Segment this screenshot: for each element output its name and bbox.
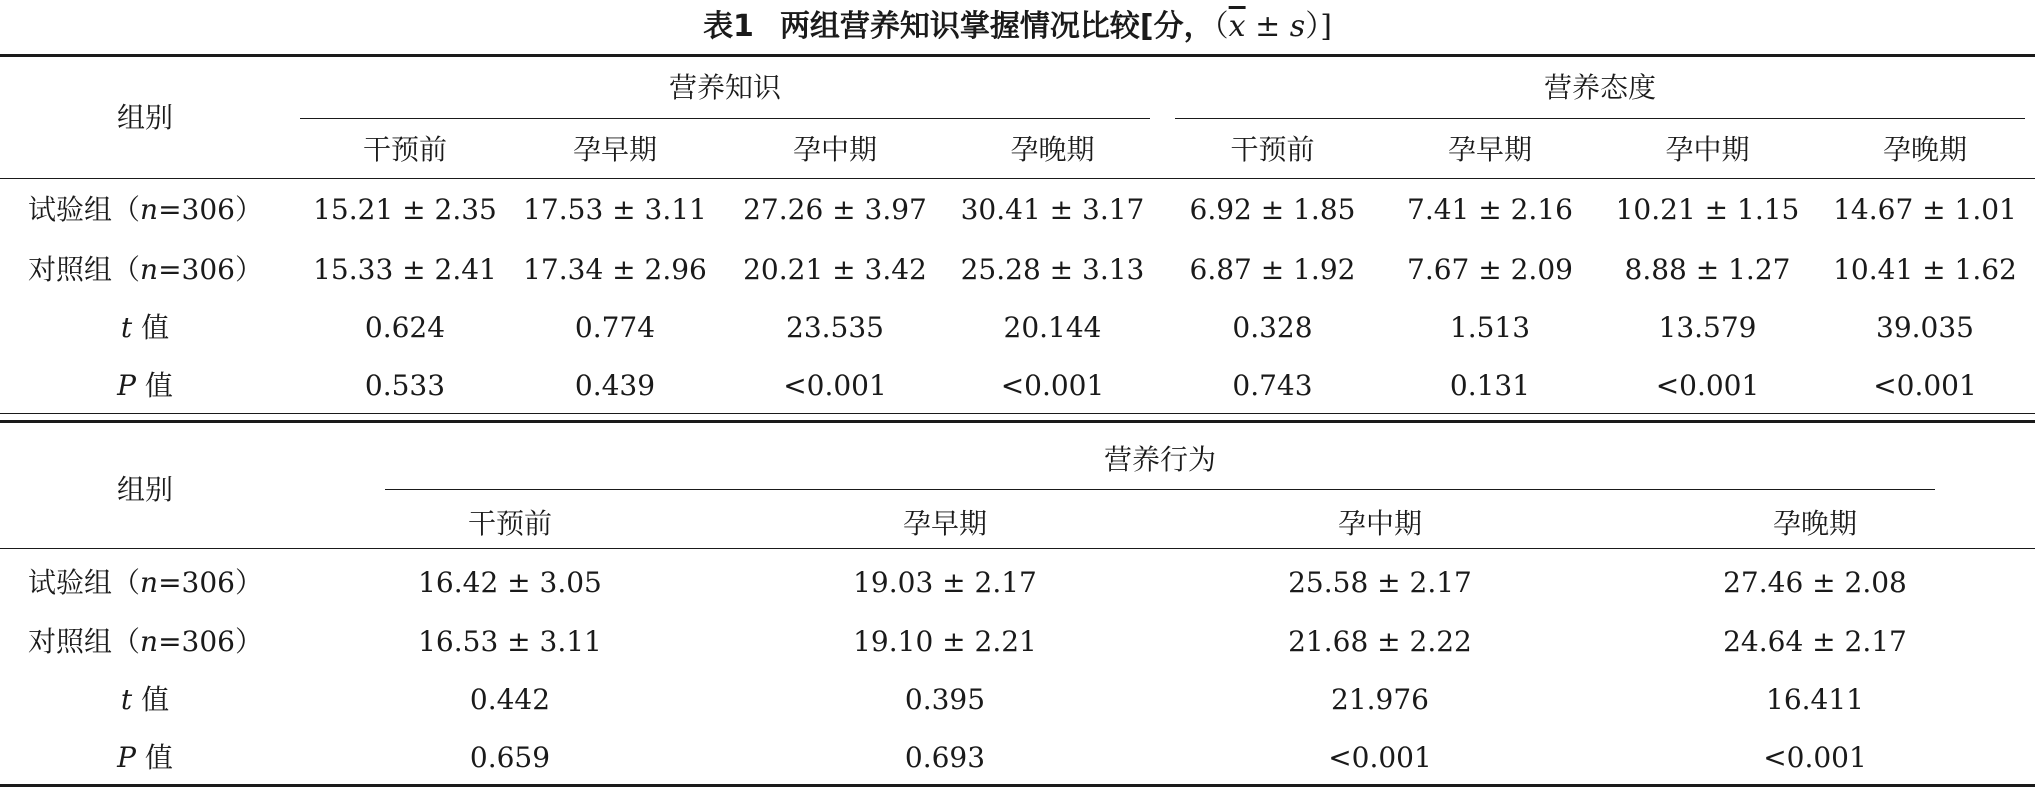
table2-cell: 21.976 [1331, 683, 1429, 716]
table2-cell: 19.03 ± 2.17 [853, 566, 1037, 599]
table1-period-header: 孕晚期 [1010, 133, 1095, 166]
table1-cell: 7.41 ± 2.16 [1407, 193, 1573, 226]
table1-stat-label: t 值 [120, 311, 170, 344]
caption-stat-close: ）] [1305, 9, 1332, 44]
table1-bottom-rule [0, 413, 2035, 414]
table1-period-header: 孕中期 [792, 133, 877, 166]
table1-cell: 23.535 [786, 311, 884, 344]
table1-cell: 17.53 ± 3.11 [523, 193, 707, 226]
caption-label: 表1 [703, 9, 754, 44]
table1-group-label: 试验组（n=306） [28, 193, 263, 226]
table2-top-rule [0, 420, 2035, 423]
table2-cell: 0.442 [469, 683, 551, 716]
table1-cell: 0.624 [364, 311, 446, 344]
table1-section-knowledge: 营养知识 [668, 71, 781, 104]
table1-header-rule [0, 178, 2035, 179]
table1-cell: 15.21 ± 2.35 [313, 193, 497, 226]
table1-period-header: 孕晚期 [1882, 133, 1967, 166]
table1-cell: 20.21 ± 3.42 [743, 253, 927, 286]
table1-cell: 10.41 ± 1.62 [1833, 253, 2017, 286]
table1-cell: 0.439 [574, 369, 656, 402]
table2-bottom-rule [0, 784, 2035, 787]
table1-group-label: 对照组（n=306） [28, 253, 263, 286]
table1-cell: 0.131 [1449, 369, 1531, 402]
table1-cell: 0.328 [1232, 311, 1313, 344]
table1-cell: 17.34 ± 2.96 [523, 253, 707, 286]
table2-period-header: 干预前 [467, 507, 552, 540]
table1-cell: 25.28 ± 3.13 [960, 253, 1145, 286]
table1-cell: 1.513 [1449, 311, 1531, 344]
table2-stat-label: t 值 [120, 683, 170, 716]
table2-period-header: 孕早期 [902, 507, 987, 540]
table2-group-header: 组别 [116, 473, 173, 506]
table1-cell: 7.67 ± 2.09 [1407, 253, 1573, 286]
table1-period-header: 孕早期 [1447, 133, 1532, 166]
table2-cell: 0.693 [904, 741, 986, 774]
table1-cell: 0.774 [574, 311, 656, 344]
table1-cell: <0.001 [1873, 369, 1977, 402]
table2-cell: 27.46 ± 2.08 [1723, 566, 1907, 599]
caption-stat-pm: ± [1245, 9, 1290, 44]
table1-cell: 27.26 ± 3.97 [743, 193, 927, 226]
table2-cell: 0.395 [904, 683, 986, 716]
table-caption [0, 4, 2035, 50]
table1-cell: 6.92 ± 1.85 [1189, 193, 1356, 226]
table2-cell: 16.411 [1766, 683, 1864, 716]
table1-attitude-subrule [1175, 118, 2025, 119]
table1-cell: <0.001 [1655, 369, 1760, 402]
table2-header-rule [0, 548, 2035, 549]
caption-stat-open: （ [1213, 9, 1229, 44]
table1-section-attitude: 营养态度 [1543, 71, 1656, 104]
table2-cell: <0.001 [1328, 741, 1432, 774]
table1-period-header: 干预前 [1230, 133, 1315, 166]
table1-period-header: 干预前 [362, 133, 447, 166]
table1-cell: 0.743 [1232, 369, 1313, 402]
table1-group-header: 组别 [116, 101, 173, 134]
table2-stat-label: P 值 [117, 741, 173, 774]
table2-section-behavior: 营养行为 [1103, 443, 1216, 476]
table1-cell: 20.144 [1003, 311, 1102, 344]
table2-behavior-subrule [385, 489, 1935, 490]
table2-cell: <0.001 [1763, 741, 1867, 774]
table1-cell: <0.001 [783, 369, 887, 402]
table2-cell: 19.10 ± 2.21 [853, 625, 1037, 658]
table1-cell: 8.88 ± 1.27 [1624, 253, 1791, 286]
table1-cell: <0.001 [1000, 369, 1105, 402]
table2-cell: 25.58 ± 2.17 [1288, 566, 1472, 599]
table2-cell: 16.42 ± 3.05 [418, 566, 602, 599]
table1-cell: 13.579 [1658, 311, 1757, 344]
table1-knowledge-subrule [300, 118, 1150, 119]
caption-title: 两组营养知识掌握情况比较[分， [779, 9, 1214, 44]
table2-period-header: 孕晚期 [1772, 507, 1857, 540]
table1-cell: 10.21 ± 1.15 [1615, 193, 1800, 226]
table1-cell: 30.41 ± 3.17 [960, 193, 1145, 226]
table2-cell: 0.659 [469, 741, 551, 774]
table1-cell: 6.87 ± 1.92 [1189, 253, 1356, 286]
table2-period-header: 孕中期 [1337, 507, 1422, 540]
table2-cell: 21.68 ± 2.22 [1288, 625, 1472, 658]
table1-period-header: 孕中期 [1665, 133, 1750, 166]
table1-cell: 0.533 [364, 369, 446, 402]
table1-cell: 39.035 [1876, 311, 1974, 344]
table1-period-header: 孕早期 [572, 133, 657, 166]
table2-group-label: 试验组（n=306） [28, 566, 263, 599]
table1-cell: 14.67 ± 1.01 [1833, 193, 2017, 226]
caption-stat-sd: s [1289, 9, 1306, 44]
table2-cell: 24.64 ± 2.17 [1723, 625, 1907, 658]
table1-top-rule [0, 54, 2035, 57]
table2-cell: 16.53 ± 3.11 [418, 625, 602, 658]
table1-stat-label: P 值 [117, 369, 173, 402]
table1-cell: 15.33 ± 2.41 [313, 253, 497, 286]
caption-stat-mean: $\overline{x}$ [1228, 9, 1246, 44]
table2-group-label: 对照组（n=306） [28, 625, 263, 658]
